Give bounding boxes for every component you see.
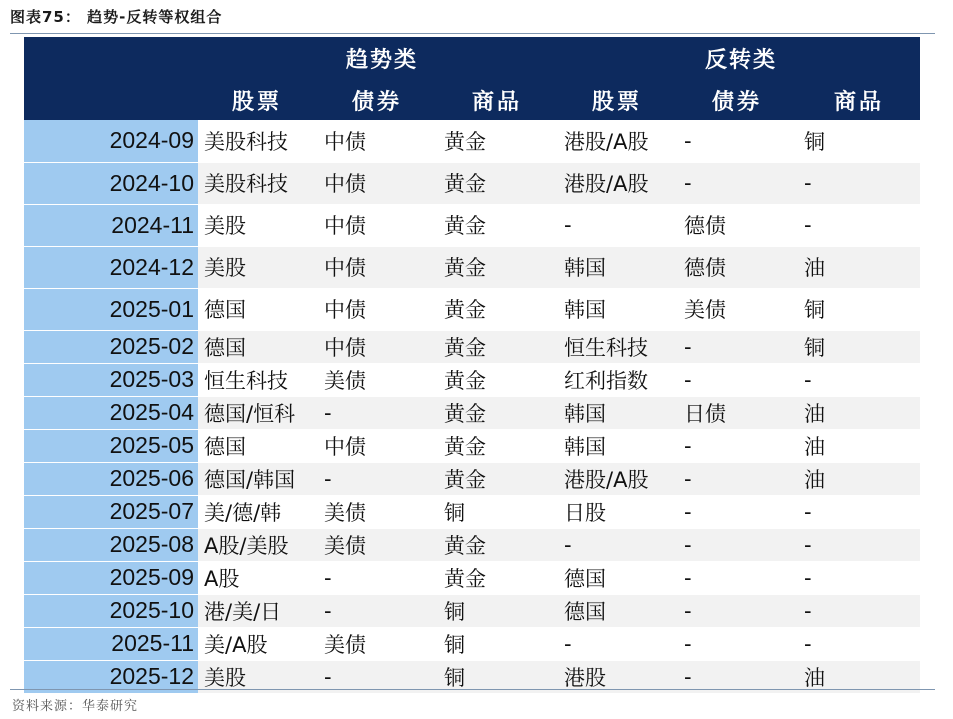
table-cell: 德国 xyxy=(198,288,318,330)
table-cell: 铜 xyxy=(798,330,920,363)
table-cell: 中债 xyxy=(318,330,438,363)
table-cell: 黄金 xyxy=(438,288,558,330)
table-cell: 韩国 xyxy=(558,288,678,330)
table-cell: 美股科技 xyxy=(198,162,318,204)
table-cell: 黄金 xyxy=(438,363,558,396)
table-cell: 美债 xyxy=(318,528,438,561)
table-cell: - xyxy=(678,495,798,528)
table-cell: 韩国 xyxy=(558,246,678,288)
row-date: 2025-03 xyxy=(24,363,198,396)
table-cell: 港股 xyxy=(558,660,678,693)
table-body xyxy=(24,120,920,694)
table-cell: 油 xyxy=(798,660,920,693)
row-date: 2025-11 xyxy=(24,627,198,660)
table-cell: - xyxy=(798,627,920,660)
table-cell: 油 xyxy=(798,429,920,462)
table-cell: 黄金 xyxy=(438,528,558,561)
table-cell: - xyxy=(678,429,798,462)
table-row xyxy=(24,363,920,396)
table-cell: 中债 xyxy=(318,288,438,330)
table-cell: - xyxy=(678,162,798,204)
table-cell: 韩国 xyxy=(558,396,678,429)
table-cell: - xyxy=(558,204,678,246)
table-row xyxy=(24,246,920,288)
table-cell: 美债 xyxy=(678,288,798,330)
table-row xyxy=(24,429,920,462)
table-cell: - xyxy=(798,495,920,528)
table-cell: 黄金 xyxy=(438,162,558,204)
table-row xyxy=(24,288,920,330)
row-date: 2025-12 xyxy=(24,660,198,693)
table-cell: 黄金 xyxy=(438,396,558,429)
table-cell: 德国 xyxy=(198,429,318,462)
top-divider xyxy=(10,33,935,34)
table-cell: 美股科技 xyxy=(198,120,318,162)
table-cell: 港/美/日 xyxy=(198,594,318,627)
figure-title: 图表75： 趋势-反转等权组合 xyxy=(10,8,223,26)
table-cell: 德债 xyxy=(678,246,798,288)
table-cell: - xyxy=(678,528,798,561)
table-row xyxy=(24,627,920,660)
table-row xyxy=(24,528,920,561)
table-cell: 中债 xyxy=(318,429,438,462)
col-header-reversal-bond: 债券 xyxy=(711,90,762,115)
row-date: 2025-01 xyxy=(24,288,198,330)
table-cell: 美债 xyxy=(318,363,438,396)
table-cell: - xyxy=(678,561,798,594)
table-cell: 中债 xyxy=(318,120,438,162)
table-cell: - xyxy=(318,594,438,627)
table-cell: 日债 xyxy=(678,396,798,429)
table-row xyxy=(24,462,920,495)
col-header-trend-commodity: 商品 xyxy=(471,90,522,115)
table-cell: 美/德/韩 xyxy=(198,495,318,528)
col-header-reversal-stock: 股票 xyxy=(591,90,642,115)
row-date: 2025-02 xyxy=(24,330,198,363)
table-cell: 港股/A股 xyxy=(558,162,678,204)
table-cell: - xyxy=(318,660,438,693)
table-row xyxy=(24,204,920,246)
table-cell: - xyxy=(558,627,678,660)
table-cell: - xyxy=(318,561,438,594)
table-cell: 中债 xyxy=(318,204,438,246)
table-cell: 铜 xyxy=(438,495,558,528)
table-cell: - xyxy=(678,120,798,162)
table-cell: 铜 xyxy=(798,288,920,330)
table-cell: 美股 xyxy=(198,204,318,246)
table-cell: 铜 xyxy=(438,660,558,693)
table-cell: 德国/恒科 xyxy=(198,396,318,429)
table-cell: - xyxy=(558,528,678,561)
table-cell: 中债 xyxy=(318,246,438,288)
table-cell: 油 xyxy=(798,462,920,495)
table-cell: 黄金 xyxy=(438,120,558,162)
table-cell: - xyxy=(318,462,438,495)
table-cell: 港股/A股 xyxy=(558,462,678,495)
table-cell: 黄金 xyxy=(438,204,558,246)
table-row xyxy=(24,162,920,204)
row-date: 2024-10 xyxy=(24,162,198,204)
bottom-divider xyxy=(10,689,935,690)
table-cell: - xyxy=(678,363,798,396)
row-date: 2025-10 xyxy=(24,594,198,627)
table-row xyxy=(24,495,920,528)
table-cell: 美股 xyxy=(198,246,318,288)
row-date: 2025-09 xyxy=(24,561,198,594)
table-cell: 德国 xyxy=(198,330,318,363)
table-cell: 德国/韩国 xyxy=(198,462,318,495)
table-cell: 德国 xyxy=(558,594,678,627)
table-cell: A股 xyxy=(198,561,318,594)
source-note: 资料来源：华泰研究 xyxy=(12,699,139,714)
table-cell: 港股/A股 xyxy=(558,120,678,162)
table-row xyxy=(24,396,920,429)
row-date: 2024-12 xyxy=(24,246,198,288)
table-row xyxy=(24,330,920,363)
table-cell: 日股 xyxy=(558,495,678,528)
table-cell: - xyxy=(678,594,798,627)
table-cell: 黄金 xyxy=(438,429,558,462)
row-date: 2024-11 xyxy=(24,204,198,246)
row-date: 2024-09 xyxy=(24,120,198,162)
row-date: 2025-05 xyxy=(24,429,198,462)
table-cell: 德债 xyxy=(678,204,798,246)
table-cell: - xyxy=(678,627,798,660)
row-date: 2025-06 xyxy=(24,462,198,495)
table-cell: - xyxy=(678,330,798,363)
table-cell: 恒生科技 xyxy=(198,363,318,396)
table-cell: - xyxy=(798,561,920,594)
table-cell: - xyxy=(798,594,920,627)
table-cell: 德国 xyxy=(558,561,678,594)
table-cell: 黄金 xyxy=(438,246,558,288)
table-cell: - xyxy=(798,363,920,396)
table-cell: - xyxy=(798,204,920,246)
col-header-trend-stock: 股票 xyxy=(231,90,282,115)
table-cell: 恒生科技 xyxy=(558,330,678,363)
table-row xyxy=(24,120,920,162)
table-cell: 红利指数 xyxy=(558,363,678,396)
table-cell: - xyxy=(798,528,920,561)
table-cell: - xyxy=(318,396,438,429)
col-header-trend-bond: 债券 xyxy=(351,90,402,115)
table-row xyxy=(24,561,920,594)
table-cell: 铜 xyxy=(798,120,920,162)
table-row xyxy=(24,594,920,627)
table-cell: 韩国 xyxy=(558,429,678,462)
table-cell: 美债 xyxy=(318,495,438,528)
col-header-reversal-commodity: 商品 xyxy=(833,90,884,115)
table-cell: 美/A股 xyxy=(198,627,318,660)
table-cell: A股/美股 xyxy=(198,528,318,561)
row-date: 2025-04 xyxy=(24,396,198,429)
table-cell: 美债 xyxy=(318,627,438,660)
table-cell: - xyxy=(678,462,798,495)
group-reversal: 反转类 xyxy=(704,48,777,73)
table-cell: 油 xyxy=(798,396,920,429)
table-cell: 铜 xyxy=(438,594,558,627)
table-header xyxy=(24,37,920,120)
table-cell: 黄金 xyxy=(438,561,558,594)
row-date: 2025-07 xyxy=(24,495,198,528)
portfolio-table xyxy=(24,37,920,694)
table-cell: 黄金 xyxy=(438,330,558,363)
table-cell: 中债 xyxy=(318,162,438,204)
table-cell: - xyxy=(798,162,920,204)
table-cell: 黄金 xyxy=(438,462,558,495)
group-trend: 趋势类 xyxy=(345,48,418,73)
table-cell: - xyxy=(678,660,798,693)
table-cell: 美股 xyxy=(198,660,318,693)
table-cell: 铜 xyxy=(438,627,558,660)
row-date: 2025-08 xyxy=(24,528,198,561)
table-cell: 油 xyxy=(798,246,920,288)
